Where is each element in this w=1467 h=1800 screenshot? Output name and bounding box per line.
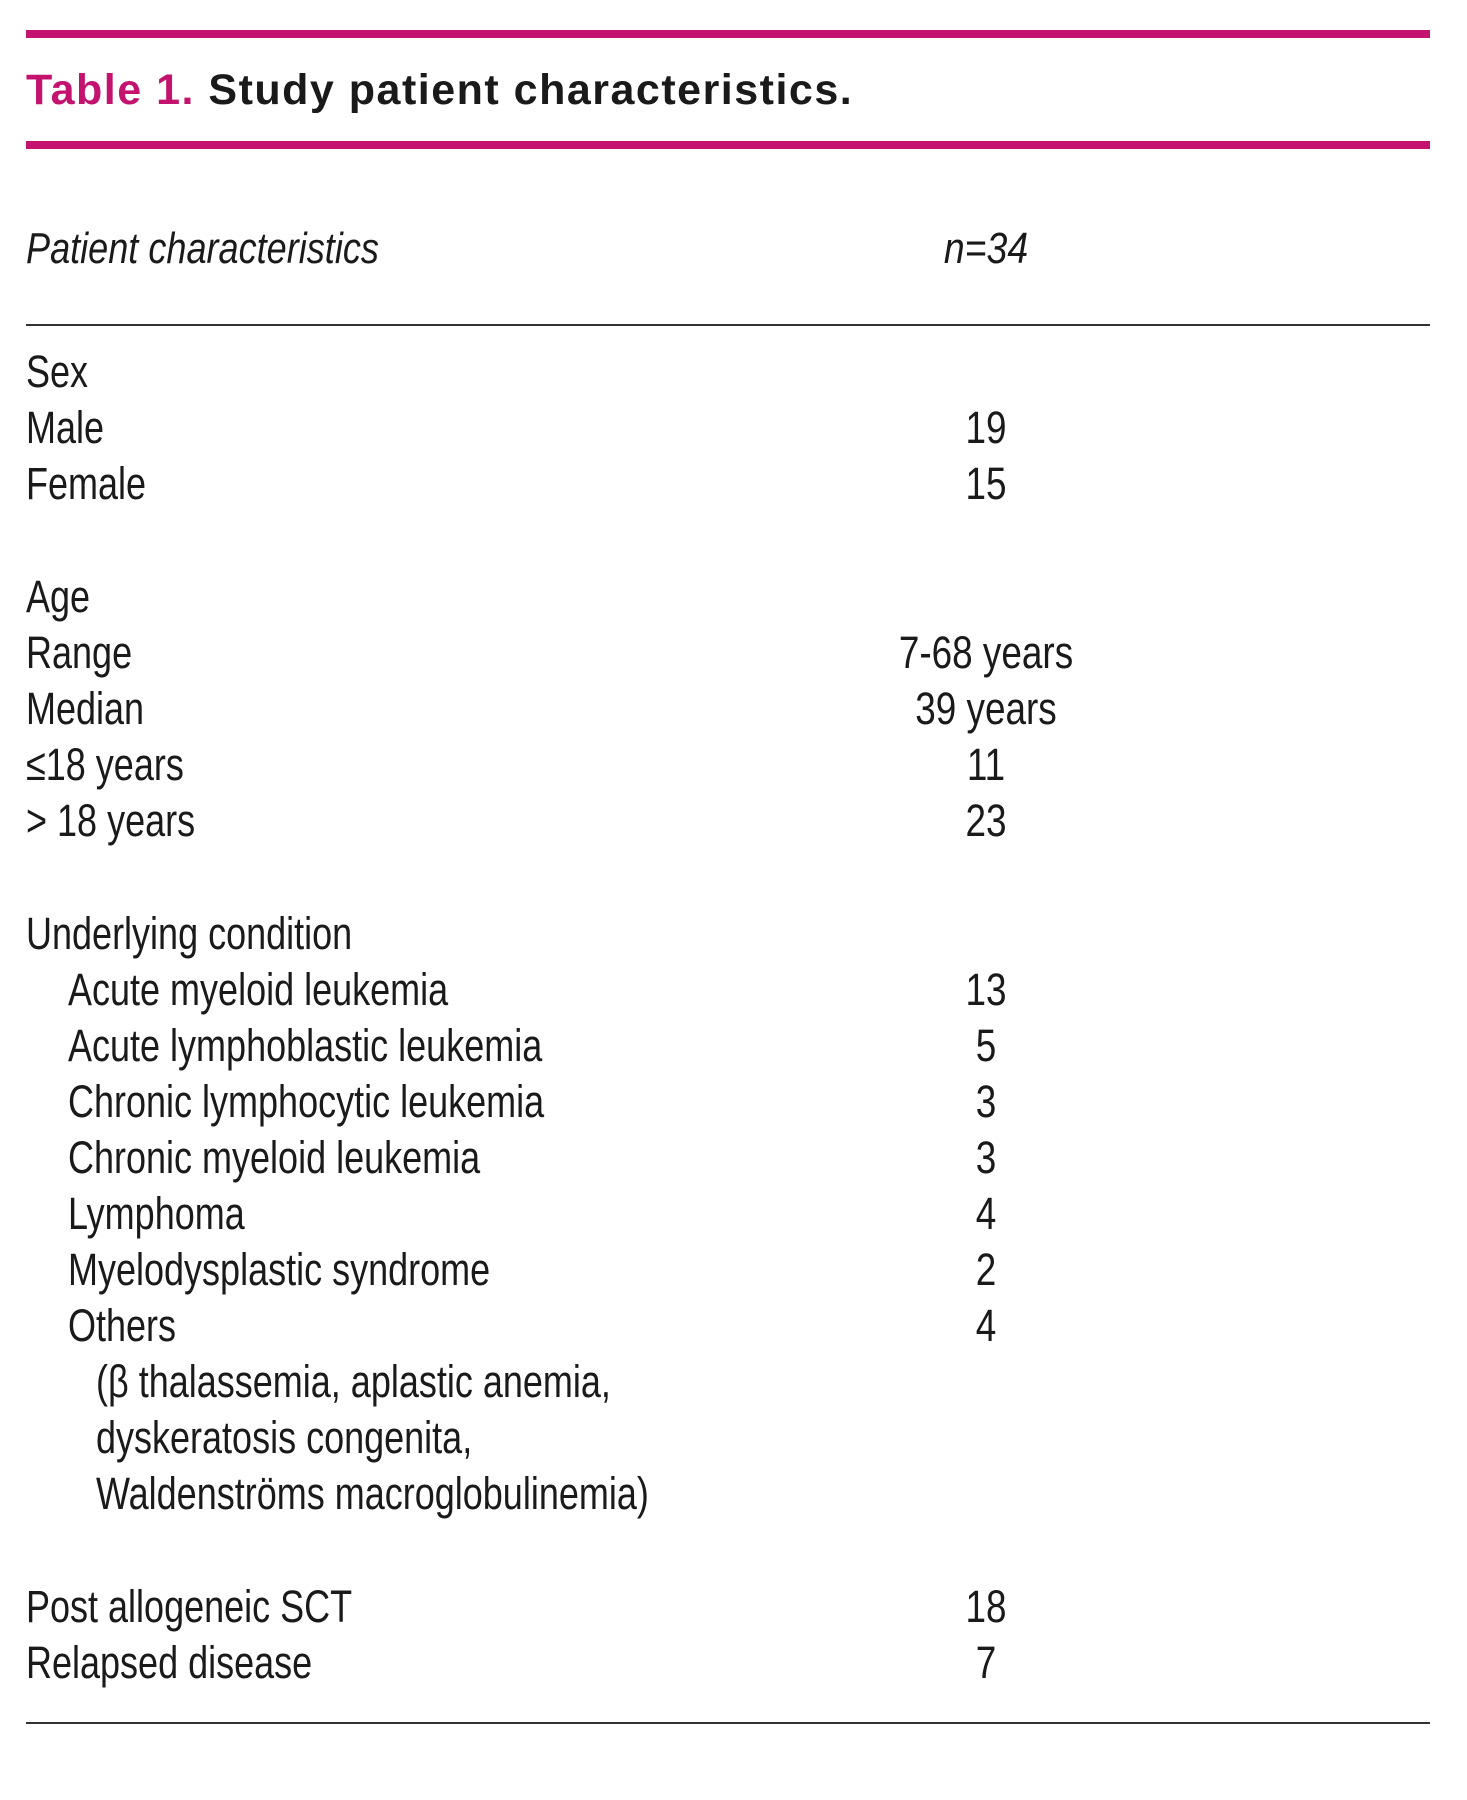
row-label: (β thalassemia, aplastic anemia, (96, 1356, 611, 1407)
row-label: Lymphoma (68, 1188, 245, 1239)
row-value: 13 (965, 964, 1007, 1015)
row-label: Acute lymphoblastic leukemia (68, 1020, 543, 1071)
table-row (26, 681, 1430, 737)
table-row-section (26, 344, 1430, 400)
table-row (26, 625, 1430, 681)
table-row (26, 456, 1430, 512)
row-value: 7 (975, 1637, 997, 1688)
row-label: Myelodysplastic syndrome (68, 1244, 491, 1295)
caption-accent-rule (26, 141, 1430, 149)
table-row-section (26, 906, 1430, 962)
row-label: Median (26, 683, 145, 734)
table-row (26, 962, 1430, 1018)
row-label: ≤18 years (26, 739, 184, 790)
table-row (26, 1074, 1430, 1130)
row-label: Waldenströms macroglobulinemia) (96, 1468, 649, 1519)
header-divider (26, 324, 1430, 326)
row-label: Post allogeneic SCT (26, 1581, 353, 1632)
row-value: 4 (975, 1300, 997, 1351)
column-header-characteristic: Patient characteristics (26, 224, 379, 273)
table-bottom-rule (26, 1722, 1430, 1724)
row-label: Chronic myeloid leukemia (68, 1132, 481, 1183)
table-row-note (26, 1354, 1430, 1410)
row-value: 4 (975, 1188, 997, 1239)
row-label: Chronic lymphocytic leukemia (68, 1076, 545, 1127)
row-label: Range (26, 627, 133, 678)
table-row (26, 1298, 1430, 1354)
row-label: Age (26, 571, 91, 622)
row-value: 39 years (915, 683, 1057, 734)
table-row (26, 1579, 1430, 1635)
row-value: 2 (975, 1244, 997, 1295)
table-row (26, 1186, 1430, 1242)
table-row-section (26, 569, 1430, 625)
table-document (26, 0, 1430, 1800)
row-value: 23 (965, 795, 1007, 846)
row-label: > 18 years (26, 795, 196, 846)
row-value: 18 (965, 1581, 1007, 1632)
top-accent-rule (26, 30, 1430, 38)
row-label: dyskeratosis congenita, (96, 1412, 473, 1463)
table-caption (26, 66, 853, 115)
row-value: 5 (975, 1020, 997, 1071)
row-value: 11 (966, 739, 1006, 790)
row-label: Relapsed disease (26, 1637, 313, 1688)
row-value: 3 (975, 1132, 997, 1183)
row-label: Sex (26, 346, 89, 397)
table-row (26, 1635, 1430, 1691)
table-row (26, 1130, 1430, 1186)
table-number: Table 1. (26, 66, 195, 114)
table-row (26, 1242, 1430, 1298)
table-row-note (26, 1410, 1430, 1466)
row-label: Acute myeloid leukemia (68, 964, 449, 1015)
row-label: Male (26, 402, 105, 453)
table-row (26, 1018, 1430, 1074)
table-title: Study patient characteristics. (208, 66, 854, 114)
row-label: Underlying condition (26, 908, 353, 959)
table-row-note (26, 1466, 1430, 1522)
row-value: 3 (975, 1076, 997, 1127)
table-row (26, 400, 1430, 456)
table-row (26, 793, 1430, 849)
row-label: Female (26, 458, 147, 509)
row-label: Others (68, 1300, 177, 1351)
row-value: 7-68 years (898, 627, 1074, 678)
column-header-count: n=34 (943, 224, 1029, 273)
table-row (26, 737, 1430, 793)
row-value: 19 (965, 402, 1007, 453)
row-value: 15 (965, 458, 1007, 509)
